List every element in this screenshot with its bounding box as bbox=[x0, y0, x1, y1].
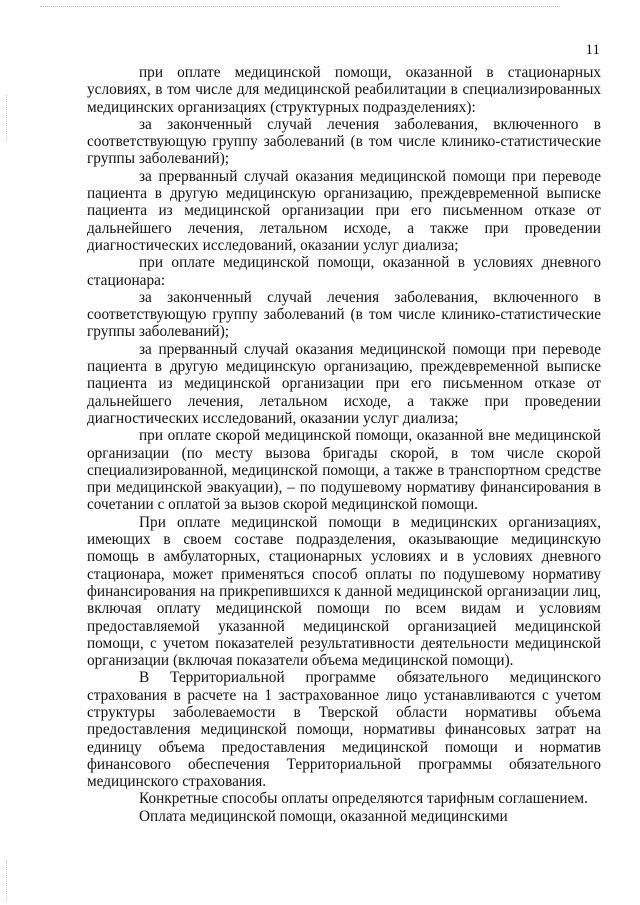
page-number: 11 bbox=[585, 42, 600, 58]
paragraph: В Территориальной программе обязательного медицинского страхования в расчете на 1 застрахованное лицо устанавливаются с учетом структуры заболеваемости в Тверской области нормативы объема предоставления медицинской помощи, нормативы финансовых затрат на единицу объема предоставления медицинской помощи и норматив финансового обеспечения Территориальной программы обязательного медицинского страхования. bbox=[87, 669, 601, 791]
paragraph: при оплате медицинской помощи, оказанной в условиях дневного стационара: bbox=[87, 254, 601, 289]
paragraph: за прерванный случай оказания медицинской помощи при переводе пациента в другую медицинскую организацию, преждевременной выписке пациента из медицинской организации при его письменном отказе от дальнейшего лечения, летальном исходе, а также при проведении диагностических исследований, оказании услуг диализа; bbox=[87, 167, 601, 254]
paragraph: при оплате медицинской помощи, оказанной в стационарных условиях, в том числе для медицинской реабилитации в специализированных медицинских организациях (структурных подразделениях): bbox=[87, 64, 601, 116]
paragraph: Оплата медицинской помощи, оказанной медицинскими bbox=[139, 807, 508, 825]
paragraph: при оплате скорой медицинской помощи, оказанной вне медицинской организации (по месту вызова бригады скорой, в том числе скорой специализированной, медицинской помощи, а также в транспортном средстве при медицинской эвакуации), – по подушевому нормативу финансирования в сочетании с оплатой за вызов скорой медицинской помощи. bbox=[87, 427, 601, 514]
paragraph: за законченный случай лечения заболевания, включенного в соответствующую группу заболеваний (в том числе клинико-статистические группы заболеваний); bbox=[87, 115, 601, 168]
scan-top-rule bbox=[40, 6, 560, 7]
paragraph: за законченный случай лечения заболевания, включенного в соответствующую группу заболеваний (в том числе клинико-статистические группы заболеваний); bbox=[87, 288, 601, 341]
document-body bbox=[87, 64, 601, 825]
paragraph: При оплате медицинской помощи в медицинских организациях, имеющих в своем составе подразделения, оказывающие медицинскую помощь в амбулаторных, стационарных условиях и в условиях дневного стационара, может применяться способ оплаты по подушевому нормативу финансирования на прикрепившихся к данной медицинской организации лиц, включая оплату медицинской помощи по всем видам и условиям предоставляемой указанной медицинской организацией медицинской помощи, с учетом показателей результативности деятельности медицинской организации (включая показатели объема медицинской помощи). bbox=[87, 513, 601, 670]
scan-edge-mark bbox=[6, 95, 7, 140]
scan-edge-mark bbox=[6, 860, 7, 900]
paragraph: Конкретные способы оплаты определяются тарифным соглашением. bbox=[139, 790, 588, 808]
paragraph: за прерванный случай оказания медицинской помощи при переводе пациента в другую медицинскую организацию, преждевременной выписке пациента из медицинской организации при его письменном отказе от дальнейшего лечения, летальном исходе, а также при проведении диагностических исследований, оказании услуг диализа; bbox=[87, 340, 601, 427]
